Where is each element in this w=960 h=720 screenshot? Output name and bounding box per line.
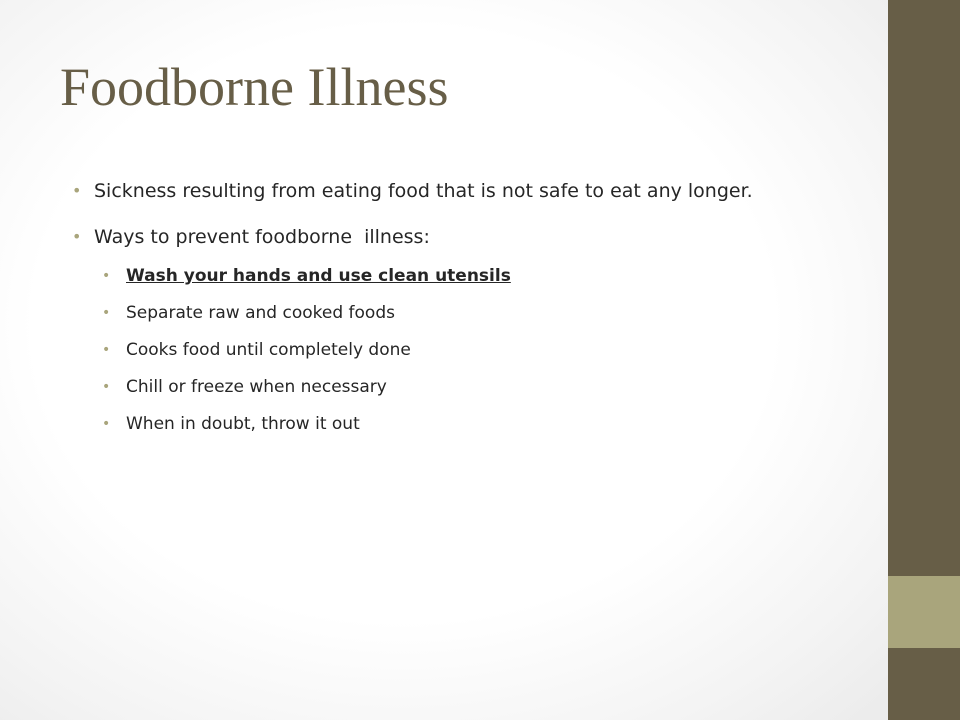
- slide-content: [72, 174, 832, 449]
- sub-bullet-item: [102, 375, 832, 399]
- sub-bullet-item: [102, 412, 832, 436]
- sub-bullet-text: Chill or freeze when necessary: [126, 377, 387, 397]
- bullet-text: Sickness resulting from eating food that is not safe to eat any longer.: [94, 180, 753, 202]
- sub-bullet-item: [102, 338, 832, 362]
- bullet-text: Ways to prevent foodborne illness:: [94, 226, 430, 248]
- sub-bullet-item: [102, 301, 832, 325]
- sub-bullet-icon: •: [102, 305, 111, 321]
- sub-bullet-item: [102, 264, 832, 288]
- sub-bullet-icon: •: [102, 416, 111, 432]
- sub-bullet-text: Cooks food until completely done: [126, 340, 411, 360]
- bullet-item: [72, 220, 832, 254]
- sub-bullet-text: Separate raw and cooked foods: [126, 303, 395, 323]
- bullet-item: [72, 174, 832, 208]
- sub-bullet-text-emphasized: Wash your hands and use clean utensils: [126, 266, 511, 286]
- slide-title: Foodborne Illness: [60, 57, 449, 117]
- bullet-icon: •: [72, 227, 82, 246]
- sub-bullet-icon: •: [102, 268, 111, 284]
- sub-bullet-icon: •: [102, 342, 111, 358]
- sidebar-decoration-accent: [888, 576, 960, 648]
- bullet-icon: •: [72, 181, 82, 200]
- sub-bullet-icon: •: [102, 379, 111, 395]
- sidebar-decoration-bottom: [888, 648, 960, 720]
- sub-bullet-text: When in doubt, throw it out: [126, 414, 360, 434]
- sidebar-decoration-top: [888, 0, 960, 576]
